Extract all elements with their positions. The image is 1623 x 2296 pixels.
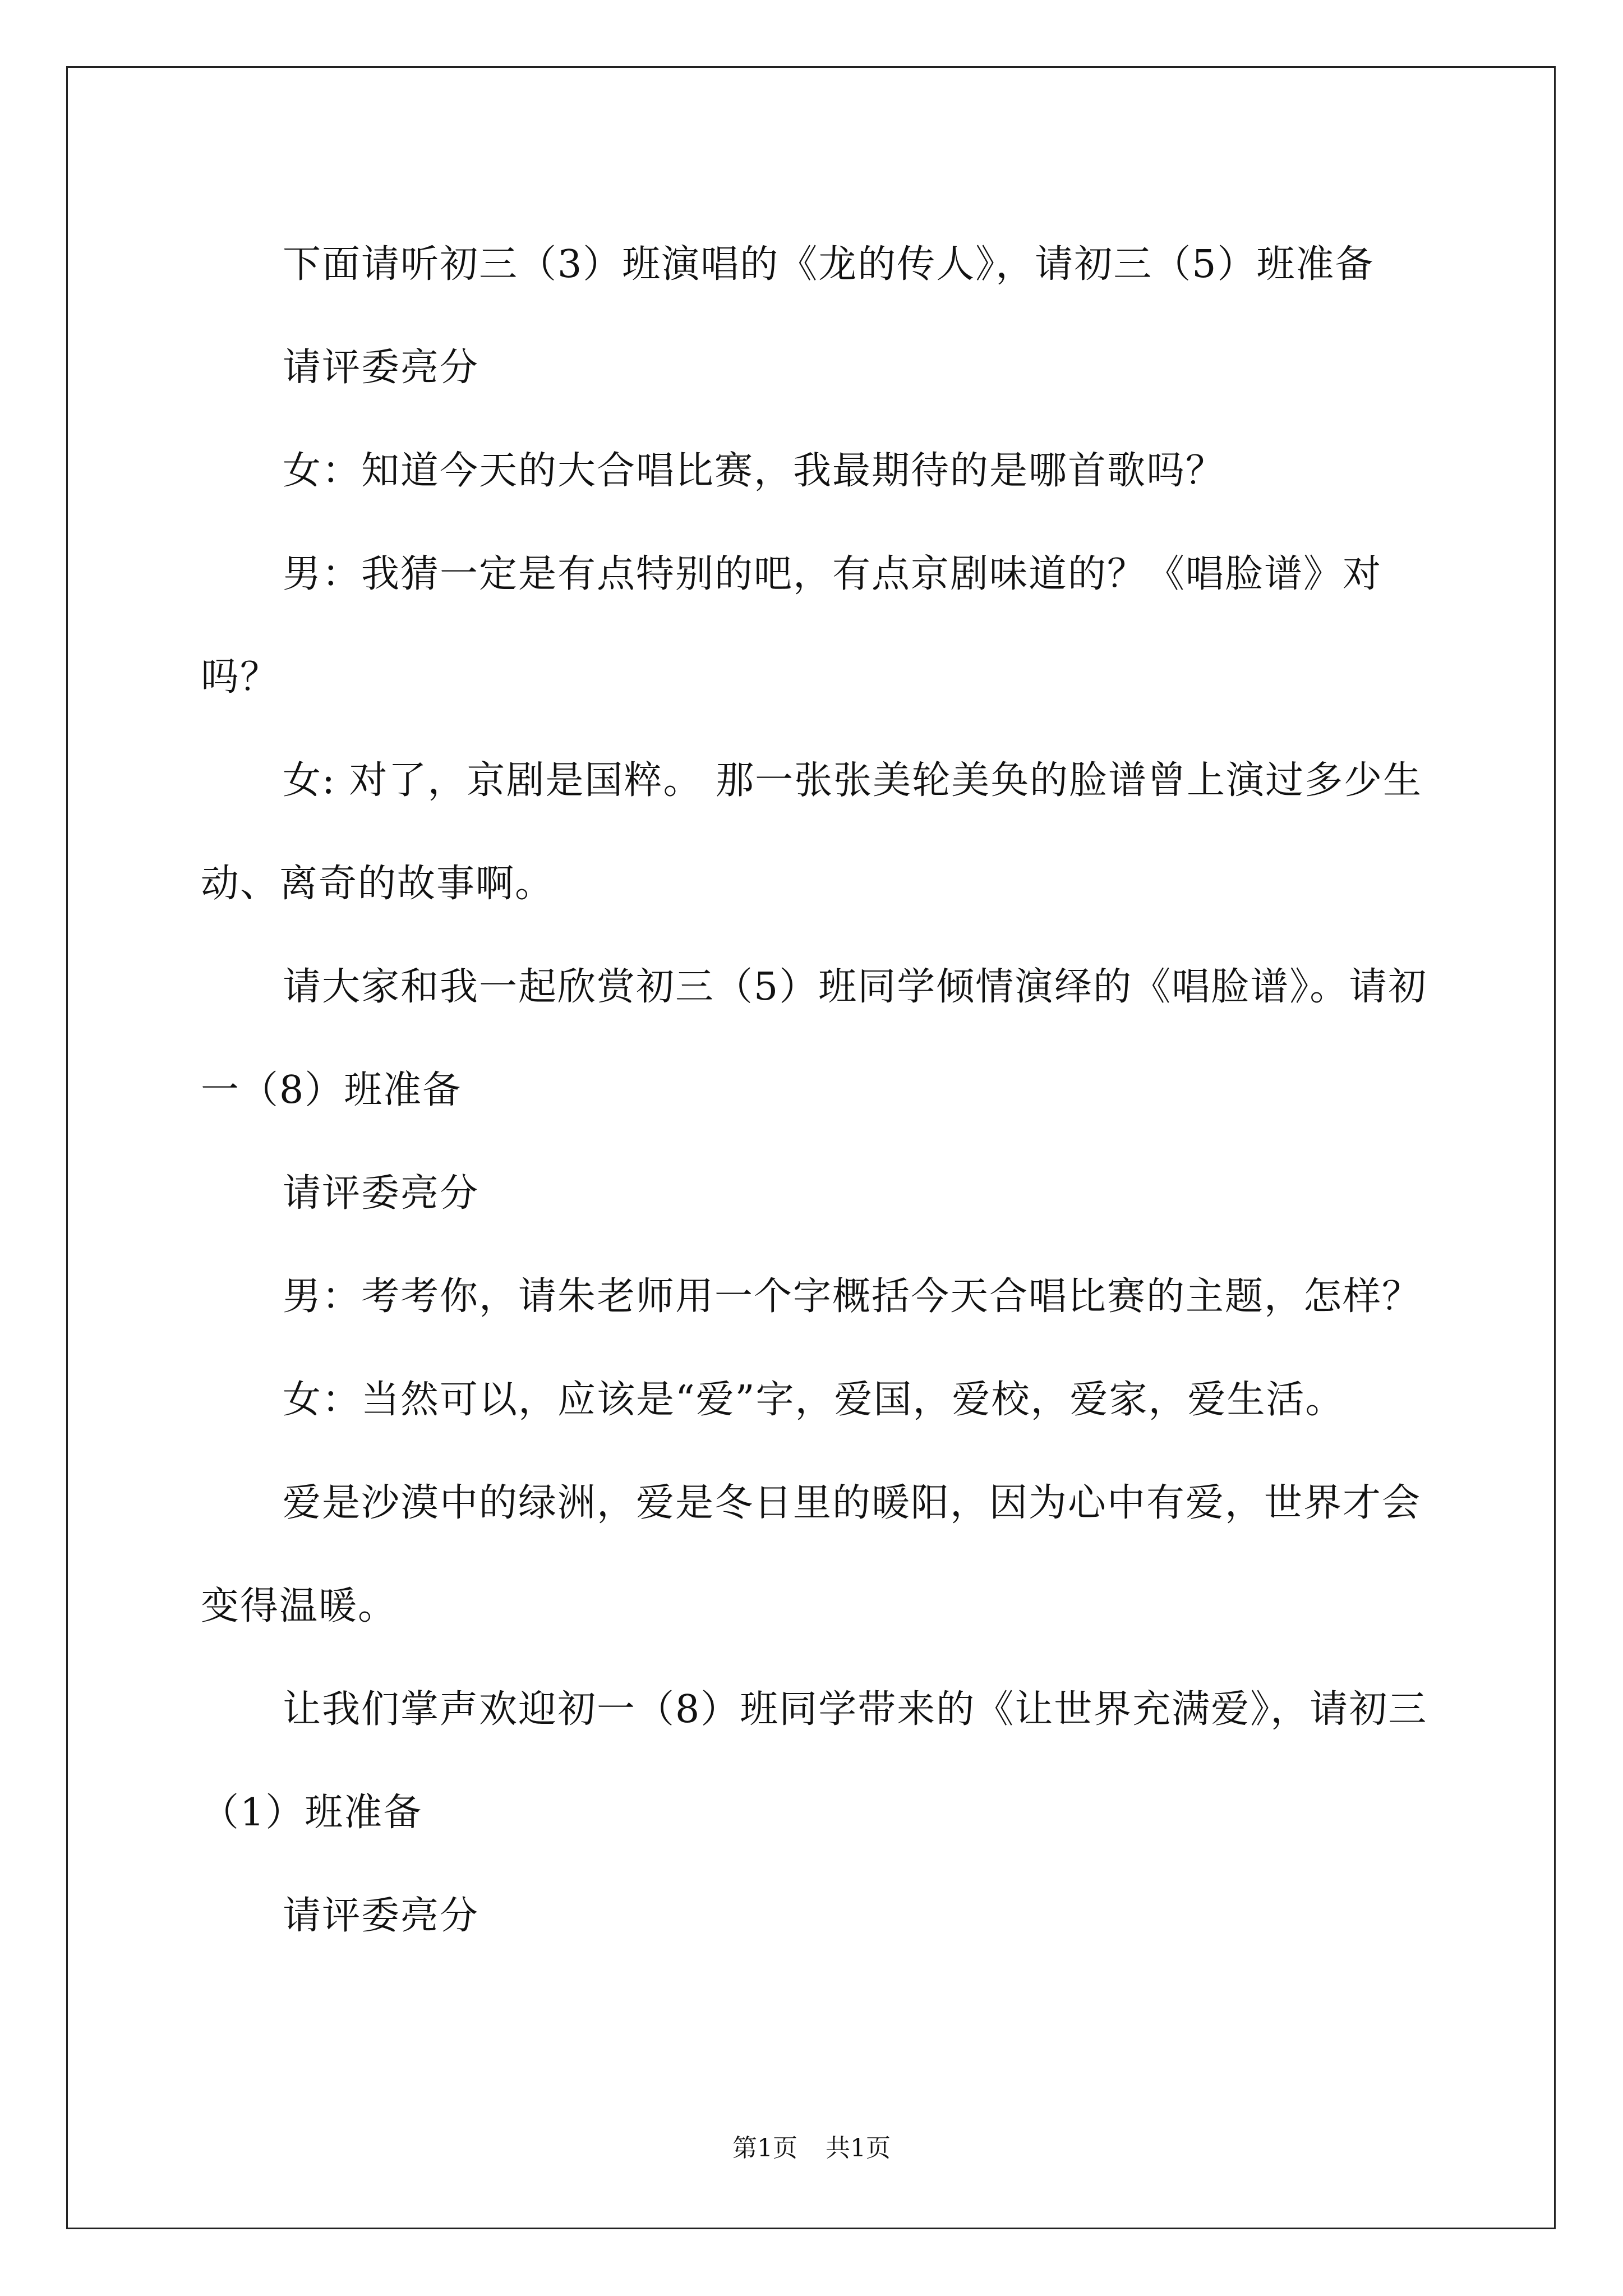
paragraph: 爱是沙漠中的绿洲，爱是冬日里的暖阳，因为心中有爱，世界才会变得温暖。 bbox=[201, 1481, 1422, 1628]
paragraph: 请评委亮分 bbox=[283, 1894, 479, 1938]
paragraph: 请大家和我一起欣赏初三（5）班同学倾情演绎的《唱脸谱》。请初一（8）班准备 bbox=[201, 965, 1428, 1112]
paragraph: 男：考考你，请朱老师用一个字概括今天合唱比赛的主题，怎样？ bbox=[283, 1274, 1422, 1319]
paragraph: 请评委亮分 bbox=[283, 1171, 479, 1216]
page-total: 共1页 bbox=[826, 2134, 891, 2162]
document-body bbox=[201, 213, 1429, 1968]
paragraph: 女：知道今天的大合唱比赛，我最期待的是哪首歌吗？ bbox=[283, 449, 1225, 493]
paragraph: 男：我猜一定是有点特别的吧，有点京剧味道的？《唱脸谱》对吗？ bbox=[201, 552, 1382, 700]
paragraph: 让我们掌声欢迎初一（8）班同学带来的《让世界充满爱》，请初三（1）班准备 bbox=[201, 1687, 1428, 1835]
paragraph: 女：当然可以，应该是“爱”字，爱国，爱校，爱家，爱生活。 bbox=[283, 1378, 1345, 1422]
paragraph: 请评委亮分 bbox=[283, 346, 479, 390]
paragraph: 下面请听初三（3）班演唱的《龙的传人》，请初三（5）班准备 bbox=[283, 242, 1375, 287]
page-number: 第1页 bbox=[732, 2134, 797, 2162]
page-footer bbox=[0, 2132, 1623, 2165]
paragraph: 女: 对了，京剧是国粹。 那一张张美轮美奂的脸谱曾上演过多少生动、离奇的故事啊。 bbox=[201, 758, 1423, 906]
